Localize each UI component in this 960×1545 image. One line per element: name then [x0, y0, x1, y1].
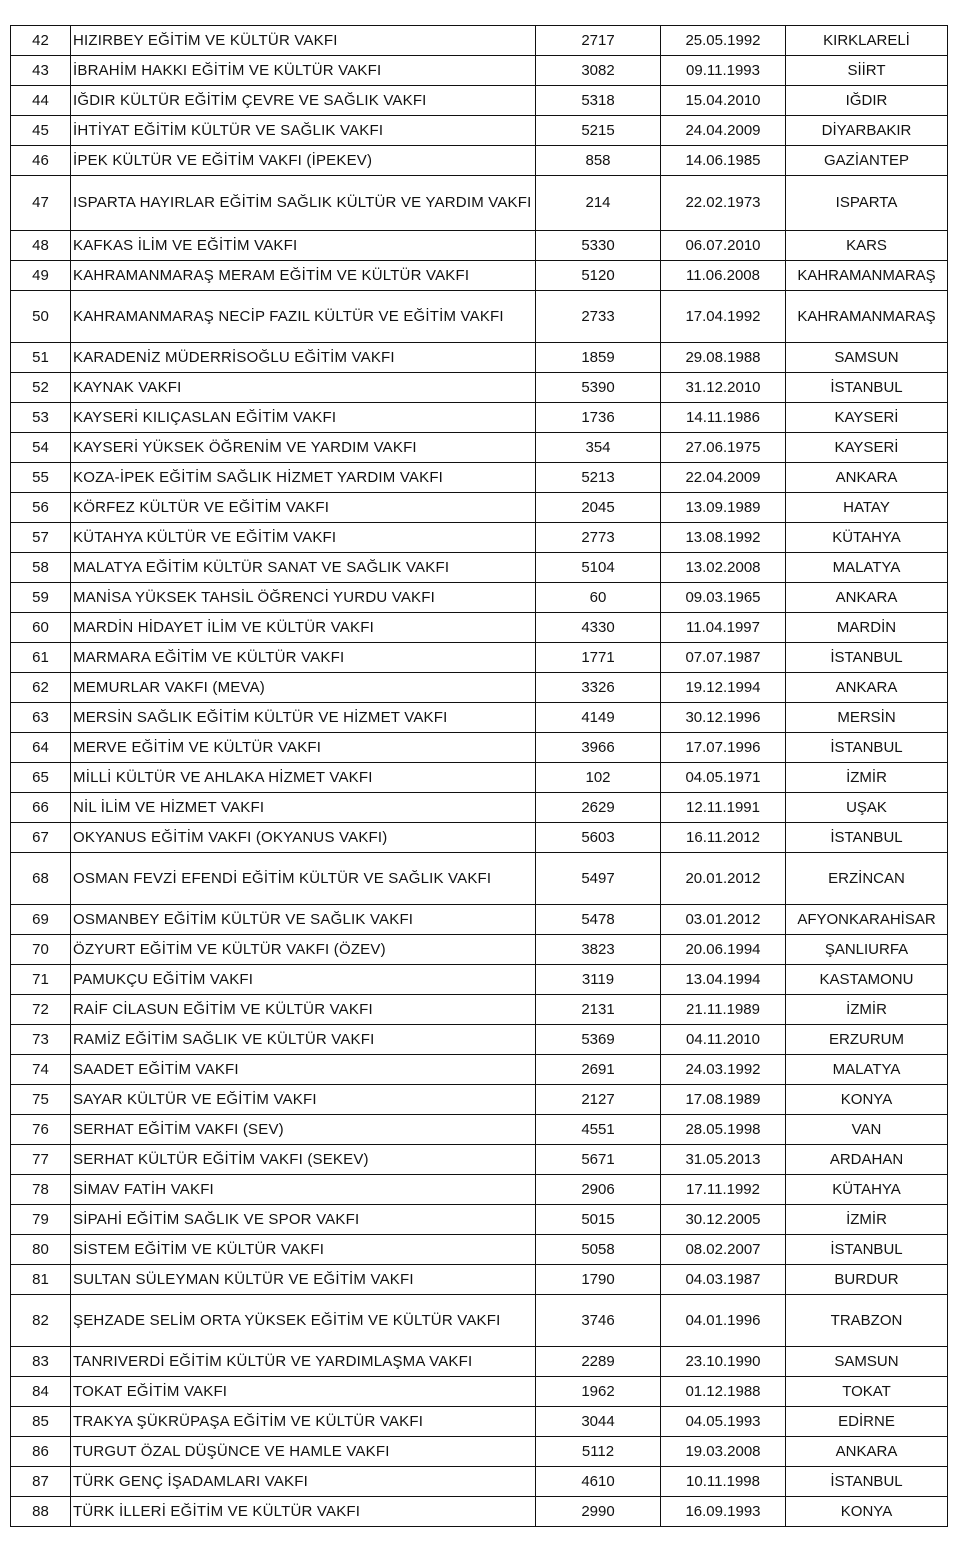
registry-number: 3746 — [536, 1295, 661, 1347]
city-name: İSTANBUL — [786, 1467, 948, 1497]
registration-date: 16.11.2012 — [661, 823, 786, 853]
registration-date: 19.12.1994 — [661, 673, 786, 703]
table-row — [11, 1497, 948, 1527]
table-row — [11, 643, 948, 673]
registry-number: 5213 — [536, 463, 661, 493]
registry-number: 4149 — [536, 703, 661, 733]
registry-number: 60 — [536, 583, 661, 613]
registration-date: 31.12.2010 — [661, 373, 786, 403]
foundation-name: ŞEHZADE SELİM ORTA YÜKSEK EĞİTİM VE KÜLTÜR VAKFI — [71, 1295, 536, 1347]
city-name: ARDAHAN — [786, 1145, 948, 1175]
registration-date: 13.04.1994 — [661, 965, 786, 995]
row-number: 79 — [11, 1205, 71, 1235]
registry-number: 2045 — [536, 493, 661, 523]
row-number: 47 — [11, 176, 71, 231]
registry-number: 102 — [536, 763, 661, 793]
city-name: UŞAK — [786, 793, 948, 823]
table-row — [11, 1205, 948, 1235]
registration-date: 13.09.1989 — [661, 493, 786, 523]
table-row — [11, 793, 948, 823]
city-name: KAYSERİ — [786, 433, 948, 463]
foundation-name: SİMAV FATİH VAKFI — [71, 1175, 536, 1205]
registration-date: 06.07.2010 — [661, 231, 786, 261]
registration-date: 10.11.1998 — [661, 1467, 786, 1497]
table-row — [11, 553, 948, 583]
row-number: 49 — [11, 261, 71, 291]
registry-number: 2289 — [536, 1347, 661, 1377]
city-name: IĞDIR — [786, 86, 948, 116]
foundation-name: TÜRK GENÇ İŞADAMLARI VAKFI — [71, 1467, 536, 1497]
registry-number: 5318 — [536, 86, 661, 116]
city-name: KARS — [786, 231, 948, 261]
registration-date: 17.07.1996 — [661, 733, 786, 763]
registry-number: 1736 — [536, 403, 661, 433]
foundation-name: IĞDIR KÜLTÜR EĞİTİM ÇEVRE VE SAĞLIK VAKFI — [71, 86, 536, 116]
registry-number: 2127 — [536, 1085, 661, 1115]
table-row — [11, 463, 948, 493]
table-row — [11, 995, 948, 1025]
registry-number: 3082 — [536, 56, 661, 86]
table-row — [11, 905, 948, 935]
registration-date: 30.12.1996 — [661, 703, 786, 733]
registration-date: 27.06.1975 — [661, 433, 786, 463]
row-number: 66 — [11, 793, 71, 823]
registration-date: 04.03.1987 — [661, 1265, 786, 1295]
city-name: TOKAT — [786, 1377, 948, 1407]
registry-number: 5369 — [536, 1025, 661, 1055]
city-name: İSTANBUL — [786, 373, 948, 403]
registry-number: 3823 — [536, 935, 661, 965]
registry-number: 3966 — [536, 733, 661, 763]
registry-number: 5330 — [536, 231, 661, 261]
foundation-name: OSMANBEY EĞİTİM KÜLTÜR VE SAĞLIK VAKFI — [71, 905, 536, 935]
foundation-name: İBRAHİM HAKKI EĞİTİM VE KÜLTÜR VAKFI — [71, 56, 536, 86]
city-name: EDİRNE — [786, 1407, 948, 1437]
registry-number: 354 — [536, 433, 661, 463]
city-name: SAMSUN — [786, 343, 948, 373]
city-name: KÜTAHYA — [786, 523, 948, 553]
registry-number: 4551 — [536, 1115, 661, 1145]
table-row — [11, 231, 948, 261]
foundation-name: TRAKYA ŞÜKRÜPAŞA EĞİTİM VE KÜLTÜR VAKFI — [71, 1407, 536, 1437]
registry-number: 3044 — [536, 1407, 661, 1437]
row-number: 65 — [11, 763, 71, 793]
row-number: 46 — [11, 146, 71, 176]
foundation-name: SİSTEM EĞİTİM VE KÜLTÜR VAKFI — [71, 1235, 536, 1265]
city-name: BURDUR — [786, 1265, 948, 1295]
foundation-name: SAADET EĞİTİM VAKFI — [71, 1055, 536, 1085]
row-number: 59 — [11, 583, 71, 613]
registry-number: 5390 — [536, 373, 661, 403]
table-row — [11, 1025, 948, 1055]
row-number: 68 — [11, 853, 71, 905]
registry-number: 1962 — [536, 1377, 661, 1407]
row-number: 61 — [11, 643, 71, 673]
table-row — [11, 763, 948, 793]
registry-number: 5015 — [536, 1205, 661, 1235]
city-name: İZMİR — [786, 763, 948, 793]
row-number: 86 — [11, 1437, 71, 1467]
foundation-name: MİLLİ KÜLTÜR VE AHLAKA HİZMET VAKFI — [71, 763, 536, 793]
foundation-name: ÖZYURT EĞİTİM VE KÜLTÜR VAKFI (ÖZEV) — [71, 935, 536, 965]
city-name: KIRKLARELİ — [786, 26, 948, 56]
city-name: KONYA — [786, 1497, 948, 1527]
foundation-name: TOKAT EĞİTİM VAKFI — [71, 1377, 536, 1407]
city-name: MALATYA — [786, 1055, 948, 1085]
foundation-name: İPEK KÜLTÜR VE EĞİTİM VAKFI (İPEKEV) — [71, 146, 536, 176]
foundation-name: RAMİZ EĞİTİM SAĞLIK VE KÜLTÜR VAKFI — [71, 1025, 536, 1055]
foundation-name: KAHRAMANMARAŞ MERAM EĞİTİM VE KÜLTÜR VAKFI — [71, 261, 536, 291]
registry-number: 1859 — [536, 343, 661, 373]
row-number: 83 — [11, 1347, 71, 1377]
foundation-name: OKYANUS EĞİTİM VAKFI (OKYANUS VAKFI) — [71, 823, 536, 853]
foundation-name: SAYAR KÜLTÜR VE EĞİTİM VAKFI — [71, 1085, 536, 1115]
table-row — [11, 1085, 948, 1115]
table-row — [11, 86, 948, 116]
city-name: AFYONKARAHİSAR — [786, 905, 948, 935]
city-name: KAYSERİ — [786, 403, 948, 433]
registration-date: 24.03.1992 — [661, 1055, 786, 1085]
registry-number: 858 — [536, 146, 661, 176]
registration-date: 03.01.2012 — [661, 905, 786, 935]
city-name: İSTANBUL — [786, 823, 948, 853]
registration-date: 22.02.1973 — [661, 176, 786, 231]
row-number: 60 — [11, 613, 71, 643]
city-name: ERZİNCAN — [786, 853, 948, 905]
foundation-name: PAMUKÇU EĞİTİM VAKFI — [71, 965, 536, 995]
table-row — [11, 433, 948, 463]
registry-number: 2773 — [536, 523, 661, 553]
foundation-name: KAYNAK VAKFI — [71, 373, 536, 403]
registry-number: 5120 — [536, 261, 661, 291]
registration-date: 25.05.1992 — [661, 26, 786, 56]
table-row — [11, 1467, 948, 1497]
row-number: 81 — [11, 1265, 71, 1295]
registration-date: 20.06.1994 — [661, 935, 786, 965]
foundation-name: TÜRK İLLERİ EĞİTİM VE KÜLTÜR VAKFI — [71, 1497, 536, 1527]
row-number: 54 — [11, 433, 71, 463]
registration-date: 31.05.2013 — [661, 1145, 786, 1175]
registration-date: 13.08.1992 — [661, 523, 786, 553]
registration-date: 09.03.1965 — [661, 583, 786, 613]
row-number: 53 — [11, 403, 71, 433]
registry-number: 5671 — [536, 1145, 661, 1175]
foundation-name: SİPAHİ EĞİTİM SAĞLIK VE SPOR VAKFI — [71, 1205, 536, 1235]
registration-date: 07.07.1987 — [661, 643, 786, 673]
foundation-name: HIZIRBEY EĞİTİM VE KÜLTÜR VAKFI — [71, 26, 536, 56]
registry-number: 4610 — [536, 1467, 661, 1497]
registry-number: 2131 — [536, 995, 661, 1025]
foundation-name: SERHAT EĞİTİM VAKFI (SEV) — [71, 1115, 536, 1145]
table-row — [11, 1377, 948, 1407]
registry-number: 5104 — [536, 553, 661, 583]
registry-number: 2733 — [536, 291, 661, 343]
table-row — [11, 1175, 948, 1205]
table-row — [11, 116, 948, 146]
row-number: 71 — [11, 965, 71, 995]
table-row — [11, 733, 948, 763]
city-name: KASTAMONU — [786, 965, 948, 995]
registry-number: 5497 — [536, 853, 661, 905]
row-number: 58 — [11, 553, 71, 583]
row-number: 78 — [11, 1175, 71, 1205]
registry-number: 1771 — [536, 643, 661, 673]
foundation-name: KAFKAS İLİM VE EĞİTİM VAKFI — [71, 231, 536, 261]
city-name: TRABZON — [786, 1295, 948, 1347]
city-name: KONYA — [786, 1085, 948, 1115]
table-row — [11, 1437, 948, 1467]
city-name: ANKARA — [786, 463, 948, 493]
table-row — [11, 146, 948, 176]
city-name: DİYARBAKIR — [786, 116, 948, 146]
row-number: 75 — [11, 1085, 71, 1115]
table-row — [11, 1295, 948, 1347]
row-number: 50 — [11, 291, 71, 343]
registry-number: 2990 — [536, 1497, 661, 1527]
registration-date: 01.12.1988 — [661, 1377, 786, 1407]
foundation-name: İHTİYAT EĞİTİM KÜLTÜR VE SAĞLIK VAKFI — [71, 116, 536, 146]
registration-date: 14.11.1986 — [661, 403, 786, 433]
city-name: HATAY — [786, 493, 948, 523]
registration-date: 20.01.2012 — [661, 853, 786, 905]
table-row — [11, 261, 948, 291]
table-row — [11, 1407, 948, 1437]
table-row — [11, 373, 948, 403]
row-number: 48 — [11, 231, 71, 261]
city-name: İZMİR — [786, 995, 948, 1025]
foundation-name: MEMURLAR VAKFI (MEVA) — [71, 673, 536, 703]
registration-date: 11.04.1997 — [661, 613, 786, 643]
city-name: SİİRT — [786, 56, 948, 86]
foundation-name: MARMARA EĞİTİM VE KÜLTÜR VAKFI — [71, 643, 536, 673]
row-number: 69 — [11, 905, 71, 935]
row-number: 72 — [11, 995, 71, 1025]
foundation-name: KARADENİZ MÜDERRİSOĞLU EĞİTİM VAKFI — [71, 343, 536, 373]
city-name: İSTANBUL — [786, 643, 948, 673]
table-row — [11, 703, 948, 733]
foundation-name: MERSİN SAĞLIK EĞİTİM KÜLTÜR VE HİZMET VAKFI — [71, 703, 536, 733]
city-name: İSTANBUL — [786, 1235, 948, 1265]
foundation-name: SULTAN SÜLEYMAN KÜLTÜR VE EĞİTİM VAKFI — [71, 1265, 536, 1295]
row-number: 64 — [11, 733, 71, 763]
registry-number: 5112 — [536, 1437, 661, 1467]
row-number: 55 — [11, 463, 71, 493]
foundation-name: SERHAT KÜLTÜR EĞİTİM VAKFI (SEKEV) — [71, 1145, 536, 1175]
row-number: 85 — [11, 1407, 71, 1437]
table-row — [11, 176, 948, 231]
table-row — [11, 583, 948, 613]
table-row — [11, 935, 948, 965]
row-number: 44 — [11, 86, 71, 116]
row-number: 82 — [11, 1295, 71, 1347]
registration-date: 23.10.1990 — [661, 1347, 786, 1377]
table-row — [11, 291, 948, 343]
table-body — [11, 26, 948, 1527]
row-number: 45 — [11, 116, 71, 146]
row-number: 70 — [11, 935, 71, 965]
registration-date: 30.12.2005 — [661, 1205, 786, 1235]
table-row — [11, 673, 948, 703]
row-number: 77 — [11, 1145, 71, 1175]
table-row — [11, 823, 948, 853]
foundation-name: KÜTAHYA KÜLTÜR VE EĞİTİM VAKFI — [71, 523, 536, 553]
table-row — [11, 1265, 948, 1295]
city-name: ISPARTA — [786, 176, 948, 231]
registration-date: 22.04.2009 — [661, 463, 786, 493]
registration-date: 09.11.1993 — [661, 56, 786, 86]
registration-date: 17.11.1992 — [661, 1175, 786, 1205]
registration-date: 04.01.1996 — [661, 1295, 786, 1347]
city-name: SAMSUN — [786, 1347, 948, 1377]
registration-date: 21.11.1989 — [661, 995, 786, 1025]
registration-date: 24.04.2009 — [661, 116, 786, 146]
registry-number: 3119 — [536, 965, 661, 995]
row-number: 62 — [11, 673, 71, 703]
row-number: 76 — [11, 1115, 71, 1145]
table-row — [11, 343, 948, 373]
row-number: 63 — [11, 703, 71, 733]
registry-number: 2629 — [536, 793, 661, 823]
foundation-name: TANRIVERDİ EĞİTİM KÜLTÜR VE YARDIMLAŞMA VAKFI — [71, 1347, 536, 1377]
foundation-name: KAHRAMANMARAŞ NECİP FAZIL KÜLTÜR VE EĞİTİM VAKFI — [71, 291, 536, 343]
city-name: GAZİANTEP — [786, 146, 948, 176]
registration-date: 14.06.1985 — [661, 146, 786, 176]
row-number: 73 — [11, 1025, 71, 1055]
row-number: 87 — [11, 1467, 71, 1497]
row-number: 42 — [11, 26, 71, 56]
foundation-name: RAİF CİLASUN EĞİTİM VE KÜLTÜR VAKFI — [71, 995, 536, 1025]
foundation-name: MANİSA YÜKSEK TAHSİL ÖĞRENCİ YURDU VAKFI — [71, 583, 536, 613]
row-number: 74 — [11, 1055, 71, 1085]
table-row — [11, 853, 948, 905]
registry-number: 214 — [536, 176, 661, 231]
foundation-name: KOZA-İPEK EĞİTİM SAĞLIK HİZMET YARDIM VAKFI — [71, 463, 536, 493]
city-name: KAHRAMANMARAŞ — [786, 291, 948, 343]
row-number: 80 — [11, 1235, 71, 1265]
city-name: MALATYA — [786, 553, 948, 583]
city-name: ANKARA — [786, 583, 948, 613]
city-name: ERZURUM — [786, 1025, 948, 1055]
row-number: 84 — [11, 1377, 71, 1407]
registration-date: 11.06.2008 — [661, 261, 786, 291]
registry-number: 3326 — [536, 673, 661, 703]
registration-date: 29.08.1988 — [661, 343, 786, 373]
city-name: İSTANBUL — [786, 733, 948, 763]
row-number: 56 — [11, 493, 71, 523]
foundations-table — [10, 25, 948, 1527]
foundation-name: MARDİN HİDAYET İLİM VE KÜLTÜR VAKFI — [71, 613, 536, 643]
table-row — [11, 26, 948, 56]
registry-number: 1790 — [536, 1265, 661, 1295]
table-row — [11, 1347, 948, 1377]
registration-date: 28.05.1998 — [661, 1115, 786, 1145]
table-row — [11, 965, 948, 995]
foundation-name: MERVE EĞİTİM VE KÜLTÜR VAKFI — [71, 733, 536, 763]
registration-date: 12.11.1991 — [661, 793, 786, 823]
city-name: ANKARA — [786, 1437, 948, 1467]
registration-date: 04.05.1993 — [661, 1407, 786, 1437]
registry-number: 5058 — [536, 1235, 661, 1265]
foundation-name: ISPARTA HAYIRLAR EĞİTİM SAĞLIK KÜLTÜR VE YARDIM VAKFI — [71, 176, 536, 231]
city-name: MERSİN — [786, 703, 948, 733]
foundation-name: TURGUT ÖZAL DÜŞÜNCE VE HAMLE VAKFI — [71, 1437, 536, 1467]
registration-date: 08.02.2007 — [661, 1235, 786, 1265]
row-number: 57 — [11, 523, 71, 553]
registration-date: 15.04.2010 — [661, 86, 786, 116]
table-row — [11, 56, 948, 86]
table-row — [11, 493, 948, 523]
foundation-name: KÖRFEZ KÜLTÜR VE EĞİTİM VAKFI — [71, 493, 536, 523]
row-number: 43 — [11, 56, 71, 86]
city-name: KAHRAMANMARAŞ — [786, 261, 948, 291]
table-row — [11, 613, 948, 643]
registration-date: 04.11.2010 — [661, 1025, 786, 1055]
table-row — [11, 1235, 948, 1265]
registry-number: 2906 — [536, 1175, 661, 1205]
city-name: KÜTAHYA — [786, 1175, 948, 1205]
registration-date: 04.05.1971 — [661, 763, 786, 793]
registration-date: 13.02.2008 — [661, 553, 786, 583]
city-name: ŞANLIURFA — [786, 935, 948, 965]
table-row — [11, 1145, 948, 1175]
foundation-name: KAYSERİ KILIÇASLAN EĞİTİM VAKFI — [71, 403, 536, 433]
row-number: 67 — [11, 823, 71, 853]
registry-number: 5215 — [536, 116, 661, 146]
registry-number: 4330 — [536, 613, 661, 643]
row-number: 52 — [11, 373, 71, 403]
registration-date: 19.03.2008 — [661, 1437, 786, 1467]
registry-number: 5478 — [536, 905, 661, 935]
row-number: 88 — [11, 1497, 71, 1527]
registry-number: 2717 — [536, 26, 661, 56]
registration-date: 17.04.1992 — [661, 291, 786, 343]
table-row — [11, 1055, 948, 1085]
registry-number: 2691 — [536, 1055, 661, 1085]
foundation-name: OSMAN FEVZİ EFENDİ EĞİTİM KÜLTÜR VE SAĞLIK VAKFI — [71, 853, 536, 905]
city-name: MARDİN — [786, 613, 948, 643]
registry-number: 5603 — [536, 823, 661, 853]
foundation-name: KAYSERİ YÜKSEK ÖĞRENİM VE YARDIM VAKFI — [71, 433, 536, 463]
row-number: 51 — [11, 343, 71, 373]
table-row — [11, 403, 948, 433]
table-row — [11, 523, 948, 553]
registration-date: 17.08.1989 — [661, 1085, 786, 1115]
city-name: VAN — [786, 1115, 948, 1145]
table-row — [11, 1115, 948, 1145]
registration-date: 16.09.1993 — [661, 1497, 786, 1527]
foundation-name: NİL İLİM VE HİZMET VAKFI — [71, 793, 536, 823]
city-name: İZMİR — [786, 1205, 948, 1235]
foundation-name: MALATYA EĞİTİM KÜLTÜR SANAT VE SAĞLIK VAKFI — [71, 553, 536, 583]
city-name: ANKARA — [786, 673, 948, 703]
